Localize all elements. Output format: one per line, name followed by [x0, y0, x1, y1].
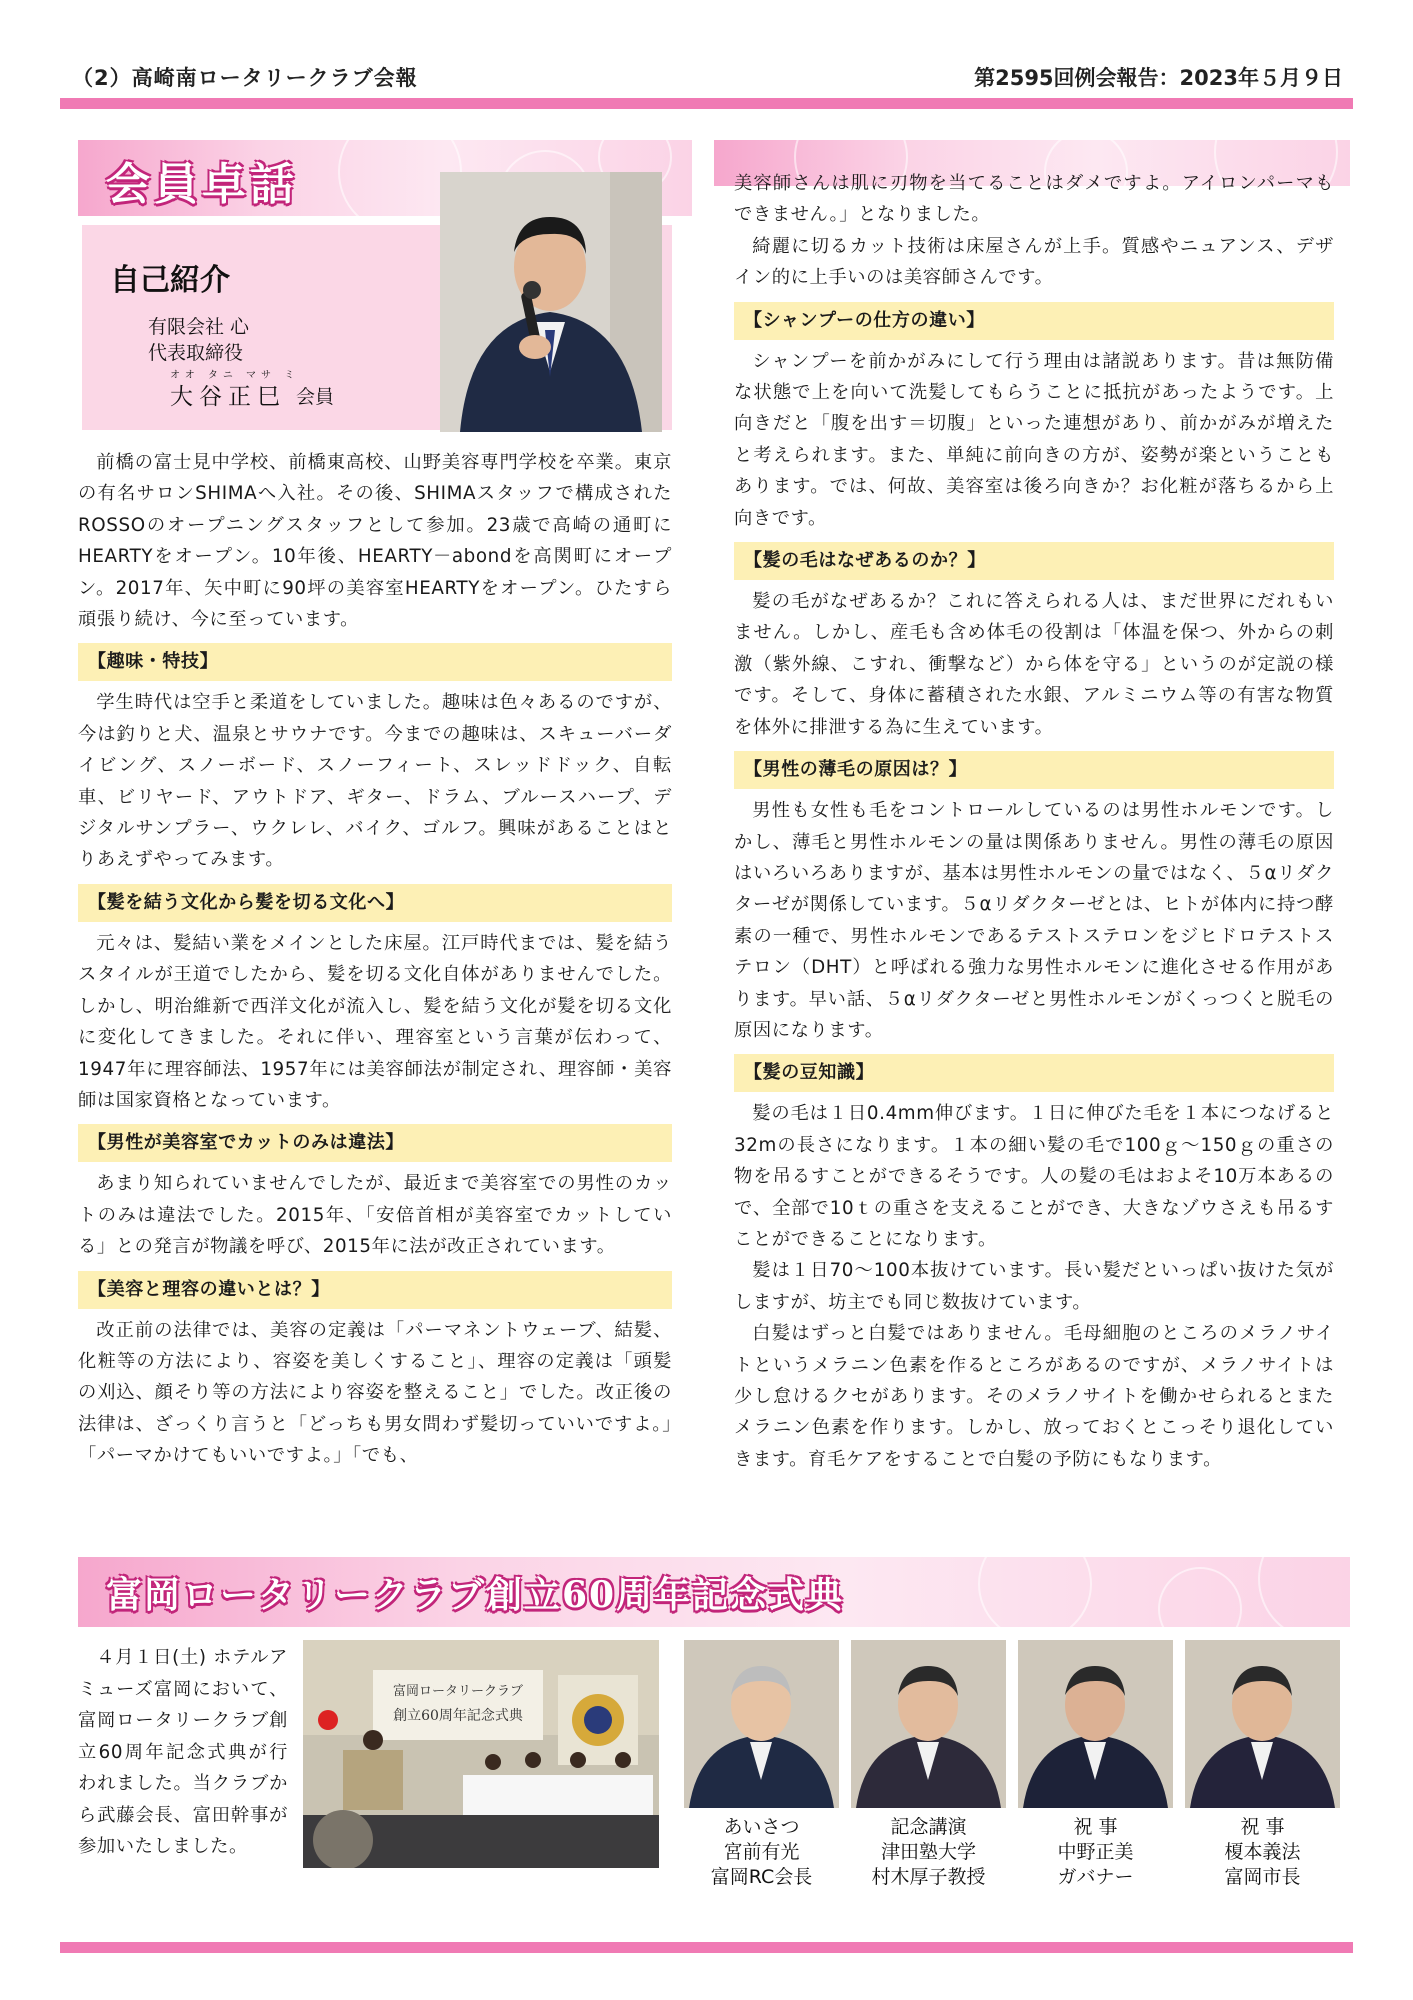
- paragraph: 元々は、髪結い業をメインとした床屋。江戸時代までは、髪を結うスタイルが王道でしたから、髪を切る文化自体がありませんでした。しかし、明治維新で西洋文化が流入し、髪を結う文化が髪を切る文化に変化してきました。それに伴い、理容室という言葉が伝わって、1947年に理容師法、1957年には美容師法が制定され、理容師・美容師は国家資格となっています。: [78, 932, 672, 1111]
- caption-role: あいさつ: [723, 1816, 800, 1838]
- paragraph: 髪の毛は１日0.4mm伸びます。１日に伸びた毛を１本につなげると32mの長さになります。１本の細い髪の毛で100ｇ～150ｇの重さの物を吊るすことができるそうです。人の髪の毛はおよそ10万本あるので、全部で10ｔの重さを支えることができ、大きなゾウさえも吊るすことができることになります。: [734, 1103, 1334, 1250]
- caption-role: 記念講演: [890, 1816, 967, 1838]
- paragraph: 美容師さんは肌に刃物を当てることはダメですよ。アイロンパーマもできません。」となりました。: [734, 173, 1334, 226]
- caption-line2: 津田塾大学: [880, 1841, 976, 1863]
- meeting-report-date: 第2595回例会報告：2023年５月９日: [974, 66, 1343, 90]
- caption-role: 祝 事: [1240, 1816, 1285, 1838]
- paragraph: 前橋の富士見中学校、前橋東高校、山野美容専門学校を卒業。東京の有名サロンSHIMAへ入社。その後、SHIMAスタッフで構成されたROSSOのオープニングスタッフとして参加。23歳で高崎の通町にHEARTYをオープン。10年後、HEARTY－abondを高関町にオープン。2017年、矢中町に90坪の美容室HEARTYをオープン。ひたすら頑張り続け、今に至っています。: [78, 452, 672, 631]
- subheading: 【髪の豆知識】: [734, 1054, 1334, 1092]
- caption-line2: 榎本義法: [1224, 1841, 1301, 1863]
- paragraph: シャンプーを前かがみにして行う理由は諸説あります。昔は無防備な状態で上を向いて洗髪してもらうことに抵抗があったようです。上向きだと「腹を出す＝切腹」といった連想があり、前かがみが増えたと考えられます。また、単純に前向きの方が、姿勢が楽ということもあります。では、何故、美容室は後ろ向きか？お化粧が落ちるから上向きです。: [734, 350, 1334, 529]
- header-divider: [60, 98, 1353, 109]
- paragraph: 髪は１日70～100本抜けています。長い髪だといっぱい抜けた気がしますが、坊主でも同じ数抜けています。: [734, 1260, 1334, 1313]
- left-column-body: [78, 447, 672, 1472]
- subheading: 【シャンプーの仕方の違い】: [734, 302, 1334, 340]
- caption-role: 祝 事: [1073, 1816, 1118, 1838]
- person-photo-icon: [851, 1640, 1006, 1808]
- subheading: 【男性が美容室でカットのみは違法】: [78, 1124, 672, 1162]
- caption-line2: 宮前有光: [723, 1841, 800, 1863]
- svg-text:富岡ロータリークラブ: 富岡ロータリークラブ: [392, 1684, 524, 1699]
- paragraph: 改正前の法律では、美容の定義は「パーマネントウェーブ、結髪、化粧等の方法により、容姿を美しくすること」、理容の定義は「頭髪の刈込、顔そり等の方法により容姿を整えること」でした。改正後の法律は、ざっくり言うと「どっちも男女問わず髪切っていいですよ。」「パーマかけてもいいですよ。」「でも、: [78, 1319, 672, 1467]
- name-furigana: オオ タニ マサ ミ: [170, 370, 300, 381]
- caption-line2: 中野正美: [1057, 1841, 1134, 1863]
- section2-title: 富岡ロータリークラブ創立60周年記念式典: [106, 1574, 845, 1616]
- caption-line3: 富岡RC会長: [710, 1866, 813, 1888]
- right-column-body: [734, 168, 1334, 1475]
- section-title: 会員卓話: [106, 159, 298, 210]
- person-photo-icon: [1018, 1640, 1173, 1808]
- footer-divider: [60, 1942, 1353, 1953]
- photo-caption: [1180, 1815, 1345, 1890]
- person-photo-icon: [1185, 1640, 1340, 1808]
- paragraph: 学生時代は空手と柔道をしていました。趣味は色々あるのですが、今は釣りと犬、温泉とサウナです。今までの趣味は、スキューバーダイビング、スノーボード、スノーフィート、スレッドドック、自転車、ビリヤード、アウトドア、ギター、ドラム、ブルースハープ、デジタルサンプラー、ウクレレ、バイク、ゴルフ。興味があることはとりあえずやってみます。: [78, 692, 672, 871]
- ceremony-photo-icon: [303, 1640, 659, 1868]
- photo-caption: [679, 1815, 844, 1890]
- newsletter-header-title: （2）高崎南ロータリークラブ会報: [72, 66, 418, 90]
- person-photo-icon: [684, 1640, 839, 1808]
- caption-line3: 富岡市長: [1224, 1866, 1301, 1888]
- photo-caption: [1013, 1815, 1178, 1890]
- subheading: 【美容と理容の違いとは？】: [78, 1271, 672, 1309]
- ceremony-paragraph: ４月１日(土) ホテルアミューズ富岡において、富岡ロータリークラブ創立60周年記念式典が行われました。当クラブから武藤会長、富田幹事が参加いたしました。: [78, 1647, 288, 1857]
- paragraph: 男性も女性も毛をコントロールしているのは男性ホルモンです。しかし、薄毛と男性ホルモンの量は関係ありません。男性の薄毛の原因はいろいろありますが、基本は男性ホルモンの量ではなく、５αリダクターゼが関係しています。５αリダクターゼとは、ヒトが体内に持つ酵素の一種で、男性ホルモンであるテストステロンをジヒドロテストステロン（DHT）と呼ばれる強力な男性ホルモンに進化させる作用があります。早い話、５αリダクターゼと男性ホルモンがくっつくと脱毛の原因になります。: [734, 800, 1334, 1041]
- job-title: 代表取締役: [148, 342, 244, 364]
- speaker-photo-icon: [440, 172, 662, 432]
- subheading: 【趣味・特技】: [78, 643, 672, 681]
- section-banner-tomioka: [78, 1557, 1350, 1627]
- svg-text:創立60周年記念式典: 創立60周年記念式典: [393, 1708, 523, 1724]
- paragraph: あまり知られていませんでしたが、最近まで美容室での男性のカットのみは違法でした。2015年、「安倍首相が美容室でカットしている」との発言が物議を呼び、2015年に法が改正されています。: [78, 1173, 672, 1258]
- intro-heading: 自己紹介: [110, 263, 230, 298]
- paragraph: 髪の毛がなぜあるか？これに答えられる人は、まだ世界にだれもいません。しかし、産毛も含め体毛の役割は「体温を保つ、外からの刺激（紫外線、こすれ、衝撃など）から体を守る」というのが定説の様です。そして、身体に蓄積された水銀、アルミニウム等の有害な物質を体外に排泄する為に生えています。: [734, 591, 1334, 738]
- ceremony-text: [78, 1642, 288, 1863]
- paragraph: 白髪はずっと白髪ではありません。毛母細胞のところのメラノサイトというメラニン色素を作るところがあるのですが、メラノサイトは少し怠けるクセがあります。そのメラノサイトを働かせられるとまたメラニン色素を作ります。しかし、放っておくとこっそり退化していきます。育毛ケアをすることで白髪の予防にもなります。: [734, 1323, 1334, 1470]
- member-name: 大谷正巳: [170, 384, 286, 410]
- photo-caption: [846, 1815, 1011, 1890]
- paragraph: 綺麗に切るカット技術は床屋さんが上手。質感やニュアンス、デザイン的に上手いのは美容師さんです。: [734, 235, 1334, 289]
- caption-line3: ガバナー: [1057, 1866, 1134, 1888]
- subheading: 【男性の薄毛の原因は？】: [734, 751, 1334, 789]
- subheading: 【髪を結う文化から髪を切る文化へ】: [78, 884, 672, 922]
- company-name: 有限会社 心: [148, 316, 250, 338]
- subheading: 【髪の毛はなぜあるのか？】: [734, 542, 1334, 580]
- member-suffix: 会員: [296, 386, 335, 408]
- caption-line3: 村木厚子教授: [871, 1866, 986, 1888]
